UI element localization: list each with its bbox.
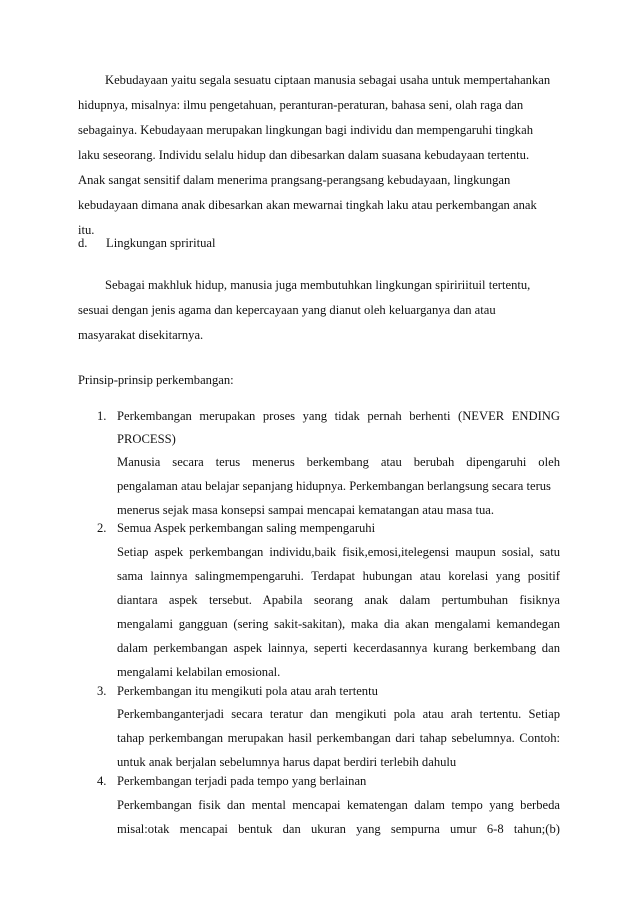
text-line: mengalami gangguan (sering sakit-sakitan), maka dia akan mengalami kemandegan [117,617,560,631]
text-line: untuk anak berjalan sebelumnya harus dapat berdiri terlebih dahulu [117,755,457,769]
section-title: Lingkungan spriritual [106,236,216,250]
text-line: Perkembangan fisik dan mental mencapai kematengan dalam tempo yang berbeda [117,798,560,812]
text-line: Sebagai makhluk hidup, manusia juga membutuhkan lingkungan spiririituil tertentu, [105,278,531,292]
section-marker: d. [78,236,88,250]
text-line: menerus sejak masa konsepsi sampai mencapai kematangan atau masa tua. [117,503,494,517]
text-line: masyarakat disekitarnya. [78,328,204,342]
text-line: Anak sangat sensitif dalam menerima prangsang-perangsang kebudayaan, lingkungan [78,173,511,187]
text-line: sama lainnya salingmempengaruhi. Terdapat hubungan atau korelasi yang positif [117,569,560,583]
list-number: 1. [97,409,107,423]
text-line: Perkembangan merupakan proses yang tidak pernah berhenti (NEVER ENDING [117,409,560,423]
list-number: 3. [97,684,107,698]
text-line: Perkembangan itu mengikuti pola atau arah tertentu [117,684,378,698]
text-line: Setiap aspek perkembangan individu,baik fisik,emosi,itelegensi maupun sosial, satu [117,545,560,559]
text-line: hidupnya, misalnya: ilmu pengetahuan, peranturan-peraturan, bahasa seni, olah raga dan [78,98,524,112]
text-line: Perkembanganterjadi secara teratur dan mengikuti pola atau arah tertentu. Setiap [117,707,560,721]
text-line: itu. [78,223,95,237]
text-line: diantara aspek tersebut. Apabila seorang anak dalam pertumbuhan fisiknya [117,593,560,607]
text-line: kebudayaan dimana anak dibesarkan akan mewarnai tingkah laku atau perkembangan anak [78,198,537,212]
text-line: PROCESS) [117,432,176,446]
text-line: tahap perkembangan merupakan hasil perkembangan dari tahap sebelumnya. Contoh: [117,731,560,745]
text-line: sebagainya. Kebudayaan merupakan lingkungan bagi individu dan mempengaruhi tingkah [78,123,533,137]
principles-heading: Prinsip-prinsip perkembangan: [78,373,234,387]
text-line: mengalami kelabilan emosional. [117,665,281,679]
text-line: pengalaman atau belajar sepanjang hidupnya. Perkembangan berlangsung secara terus [117,479,551,493]
text-line: Perkembangan terjadi pada tempo yang berlainan [117,774,367,788]
text-line: Manusia secara terus menerus berkembang atau berubah dipengaruhi oleh [117,455,560,469]
list-number: 4. [97,774,107,788]
text-line: Semua Aspek perkembangan saling mempengaruhi [117,521,376,535]
text-line: laku seseorang. Individu selalu hidup dan dibesarkan dalam suasana kebudayaan tertentu. [78,148,530,162]
text-line: sesuai dengan jenis agama dan kepercayaan yang dianut oleh keluarganya dan atau [78,303,496,317]
text-line: misal:otak mencapai bentuk dan ukuran yang sempurna umur 6-8 tahun;(b) [117,822,560,836]
list-number: 2. [97,521,107,535]
text-line: dalam perkembangan aspek lainnya, seperti kecerdasannya kurang berkembang dan [117,641,560,655]
text-line: Kebudayaan yaitu segala sesuatu ciptaan manusia sebagai usaha untuk mempertahankan [105,73,551,87]
